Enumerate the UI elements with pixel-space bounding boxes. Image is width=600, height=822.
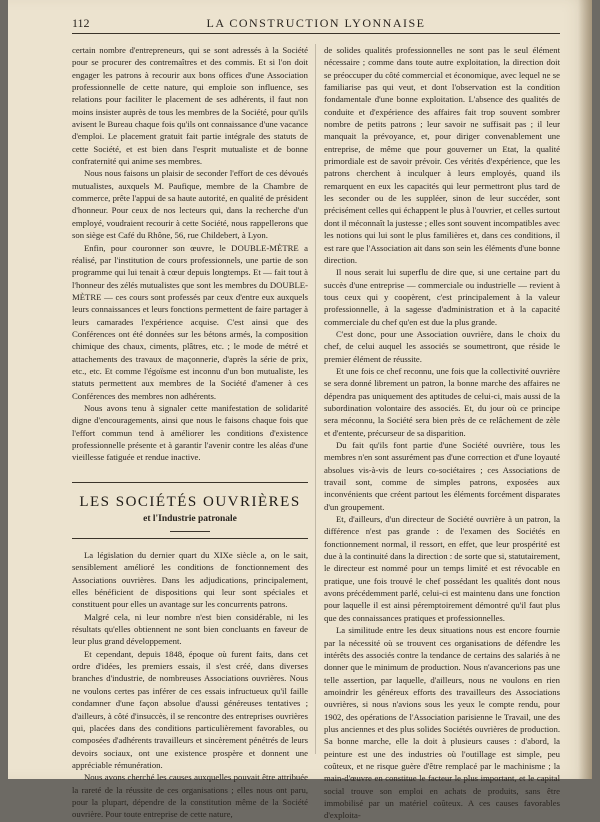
paragraph: La législation du dernier quart du XIXe siècle a, on le sait, sensiblement amélioré les conditions de fonctionnement des Associations ouvrières. Dans les adjudications, principalement, elles bénéficient de dispositions qui leur sont spéciales et constituent pour elles un avantage sur les concurrents patrons. <box>72 550 308 610</box>
section-title: LES SOCIÉTÉS OUVRIÈRES <box>79 493 301 510</box>
page-number: 112 <box>72 16 90 30</box>
section-subtitle: et l'Industrie patronale <box>143 513 237 524</box>
paragraph: La similitude entre les deux situations nous est encore fournie par la nécessité où se trouvent ces organisations de défendre les intérêts des associés contre la tendance de certains des salariés à ne donner que le minimum de production. Nous n'avancerions pas une telle assertion, par laquelle, d'ailleurs, nous ne voulons en rien amoindrir les généreux efforts des travailleurs des Associations ouvrières, si nous n'avions sous les yeux le compte rendu, pour 1902, des opérations de l'Association parisienne le Travail, une des plus anciennes et des plus solides Sociétés ouvrières de production. Sa bonne marche, elle la doit à plusieurs causes : d'abord, la peinture est une des industries où l'outillage est simple, peu coûteux, et ne risque guère d'être remplacé par le machinisme ; la main-d'œuvre en constitue le facteur le plus important, et le capital social trouve son emploi en achats de produits, sans être immobilisé par un matériel coûteux. A ces causes favorables d'exploita- <box>324 625 560 821</box>
journal-page <box>8 0 592 821</box>
right-column <box>324 44 560 822</box>
paragraph: Et cependant, depuis 1848, époque où furent faits, dans cet ordre d'idées, les premiers essais, il s'est créé, dans diverses branches d'industrie, de nombreuses Associations ouvrières. Nous ne voulons certes pas inférer de ces essais infructueux qu'il faille condamner d'une façon absolue d'aussi généreuses tentatives ; d'ailleurs, à côté d'insuccès, il se rencontre des entreprises ouvrières qui, placées dans des conditions particulièrement favorables, ou composées d'adhérents travailleurs et sincèrement pénétrés de leurs devoirs sociaux, ont une existence prospère et donnent une appréciable rémunération. <box>72 648 308 770</box>
section-rule <box>170 531 210 532</box>
paragraph: Il nous serait lui superflu de dire que, si une certaine part du succès d'une entreprise — commerciale ou industrielle — revient à tous ceux qui y coopèrent, c'est principalement à la valeur professionnelle, à la sagesse d'administration et à la capacité commerciale du chef qu'en est due la plus grande. <box>324 267 560 327</box>
paragraph: Et une fois ce chef reconnu, une fois que la collectivité ouvrière se sera donné librement un patron, la bonne marche des affaires ne dépendra pas uniquement des aptitudes de celui-ci, mais aussi de la subordination volontaire des associés. Et, du jour où ce principe sera méconnu, la Société sera bien près de ce relâchement de zèle et d'entente, précurseur de sa disparition. <box>324 365 560 438</box>
paragraph: Et, d'ailleurs, d'un directeur de Société ouvrière à un patron, la différence n'est pas grande : de l'examen des Sociétés en fonctionnement normal, il ressort, en effet, que leur prospérité est due à la continuité dans la direction : de sorte que si, statutairement, le directeur est nommé pour un temps limité et est révocable en pratique, une fois trouvé le chef possédant les qualités dont nous avons précédemment parlé, celui-ci est maintenu dans une fonction pour laquelle il est ainsi péremptoirement démontré qu'il faut plus que des connaissances pratiques et professionnelles. <box>324 514 560 623</box>
paragraph: de solides qualités professionnelles ne sont pas le seul élément nécessaire ; comme dans toute autre exploitation, la direction doit se préoccuper du côté commercial et économique, avec lequel ne se familiarise pas qui veut, et dont l'observation est la condition fondamentale d'une bonne exploitation. L'absence des qualités de conduite et d'expérience des affaires fait trop souvent sombrer nombre de petits patrons ; leur savoir ne suffisait pas ; il leur manquait la prévoyance, et, pour diriger convenablement une entreprise, de même que pour gouverner un Etat, la qualité primordiale est de savoir prévoir. Ces vérités d'expérience, que les patrons cherchent à inculquer à leurs employés, quand ils remarquent en eux les capacités qui leur permettront plus tard de les seconder ou de les suppléer, sinon de leur succéder, sont précisément celles qui échappent le plus à l'ouvrier, et celles surtout dont il méconnaît la justesse ; elles sont souvent incompatibles avec les notions qui lui sont le plus familières et, dans ces conditions, il est rare que l'Association ait dans son sein les éléments d'une bonne direction. <box>324 45 560 265</box>
page-header <box>72 14 560 32</box>
paragraph: Nous avons tenu à signaler cette manifestation de solidarité digne d'encouragements, ainsi que nous le faisons chaque fois que l'effort commun tend à améliorer les conditions d'existence professionnelle présente et à garantir l'avenir contre les aléas d'une vieillesse fatiguée et rendue inactive. <box>72 402 308 463</box>
journal-title: LA CONSTRUCTION LYONNAISE <box>206 16 426 30</box>
paragraph: Nous nous faisons un plaisir de seconder l'effort de ces dévoués mutualistes, auxquels M. Paufique, membre de la Chambre de commerce, prête l'appui de sa haute autorité, en qualité de président d'honneur. Pour ceux de nos lecteurs qui, dans la recherche d'un employé, voudraient recourir à cette Société, nous rappellerons que son siège est Café du Rhône, 56, rue Childebert, à Lyon. <box>72 168 308 241</box>
column-divider <box>315 44 316 754</box>
paragraph: Enfin, pour couronner son œuvre, le DOUBLE-MÈTRE a réalisé, par l'institution de cours professionnels, une partie de son programme qui lui tenait à cœur depuis longtemps. Et — fait tout à l'honneur des zélés mutualistes que sont les membres du DOUBLE-MÈTRE — ces cours sont professés par ceux d'entre eux auxquels leurs connaissances et leurs fonctions permettent de faire partager à leurs camarades l'expérience acquise. C'est ainsi que des Conférences ont été données sur les bétons armés, la composition chimique des chaux, ciments, plâtres, etc. ; le mode de métré et attachements des travaux de maçonnerie, d'après la série de prix, etc., etc. Et comme l'égoïsme est inconnu d'un bon mutualiste, les statuts permettent aux membres de la Société d'amener à ces Conférences des membres non adhérents. <box>72 242 308 401</box>
paragraph: Malgré cela, ni leur nombre n'est bien considérable, ni les résultats qu'elles obtiennent ne sont bien concluants en faveur de leur plus grand développement. <box>72 611 308 647</box>
paragraph: certain nombre d'entrepreneurs, qui se sont adressés à la Société pour se procurer des contremaîtres et des commis. Et si l'on doit engager les patrons à recourir aux bons offices d'une Association professionnelle de cette nature, qui emploie son influence, ses relations pour faciliter le placement de ses adhérents, il faut non moins insister auprès de tous les membres de la Société, pour qu'ils avisent le Bureau chaque fois qu'ils ont connaissance d'une vacance d'emploi. Le placement gratuit fait partie intégrale des statuts de cette Société, et est bien dans l'esprit mutualiste et de bonne confraternité qui anime ses membres. <box>72 45 308 167</box>
header-rule <box>72 33 560 34</box>
paragraph: Du fait qu'ils font partie d'une Société ouvrière, tous les membres n'en sont assurément pas d'une correction et d'une loyauté absolues vis-à-vis de leurs co-sociétaires ; ces Associations de travail sont, comme de simples patrons, exposées aux inconvénients que créent partout les éléments forcément disparates d'un groupement. <box>324 440 560 512</box>
paragraph: C'est donc, pour une Association ouvrière, dans le choix du chef, de celui auquel les associés se soumettront, que réside le premier élément de réussite. <box>324 328 560 364</box>
paragraph: Nous avons cherché les causes auxquelles pouvait être attribuée la rareté de la réussite de ces organisations ; elles nous ont paru, pour la plupart, dépendre de la constitution même de la Société ouvrière. Pour toute entreprise de cette nature, <box>72 772 308 820</box>
binding-shadow <box>578 0 592 779</box>
section-heading <box>72 482 308 539</box>
left-column <box>72 44 308 821</box>
